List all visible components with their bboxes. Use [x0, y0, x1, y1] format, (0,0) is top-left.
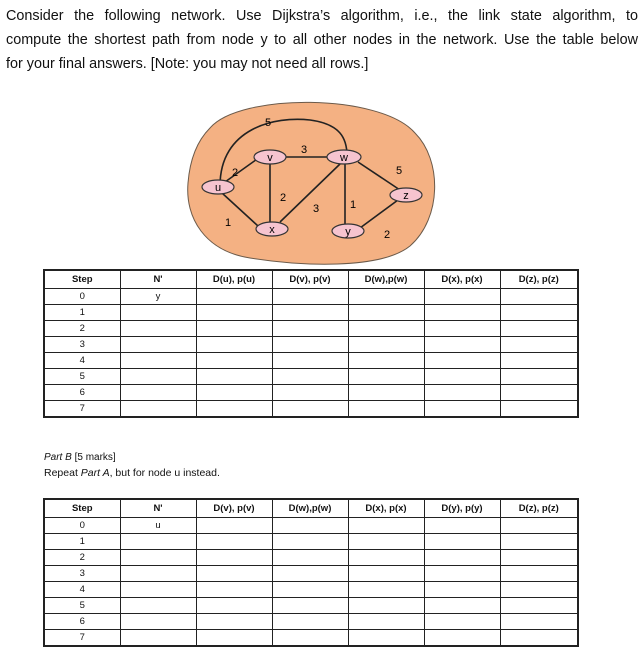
table-row: [44, 369, 578, 385]
table-row: [44, 337, 578, 353]
n-prime-cell: y: [120, 289, 196, 305]
table-row: [44, 630, 578, 647]
step-cell: 2: [44, 550, 120, 566]
n-prime-cell: [120, 550, 196, 566]
n-prime-cell: [120, 385, 196, 401]
n-prime-cell: [120, 566, 196, 582]
step-cell: 1: [44, 305, 120, 321]
table-row: [44, 353, 578, 369]
table-row: [44, 518, 578, 534]
step-cell: 6: [44, 614, 120, 630]
svg-text:y: y: [345, 226, 351, 238]
table-row: [44, 305, 578, 321]
header-dw: D(w),p(w): [348, 270, 424, 289]
svg-text:x: x: [269, 224, 275, 236]
header-dv: D(v), p(v): [272, 270, 348, 289]
node-z: [390, 188, 422, 202]
table-row: [44, 534, 578, 550]
intro-line-2: compute the shortest path from node y to all other nodes in the network. Use the table below: [6, 32, 638, 48]
weight-w-y: 1: [350, 199, 357, 211]
svg-text:v: v: [267, 152, 273, 164]
weight-w-z: 5: [396, 165, 403, 177]
table-row: [44, 614, 578, 630]
part-b-instructions: Repeat Part A, but for node u instead.: [44, 467, 220, 479]
svg-text:z: z: [403, 190, 409, 202]
svg-text:u: u: [214, 182, 222, 194]
header-step: Step: [44, 499, 120, 518]
table-row: [44, 321, 578, 337]
table-header-row: [44, 270, 578, 289]
problem-statement: [6, 4, 638, 76]
node-x: [256, 222, 288, 236]
dijkstra-table-y: [43, 269, 579, 418]
header-dy: D(y), p(y): [424, 499, 500, 518]
table-header-row: [44, 499, 578, 518]
table-row: [44, 582, 578, 598]
header-dz: D(z), p(z): [500, 270, 578, 289]
table-row: [44, 289, 578, 305]
n-prime-cell: [120, 337, 196, 353]
step-cell: 5: [44, 369, 120, 385]
dijkstra-table-u: [43, 498, 579, 647]
n-prime-cell: [120, 534, 196, 550]
table-row: [44, 385, 578, 401]
header-step: Step: [44, 270, 120, 289]
step-cell: 2: [44, 321, 120, 337]
n-prime-cell: [120, 614, 196, 630]
step-cell: 3: [44, 337, 120, 353]
table-row: [44, 401, 578, 418]
table-row: [44, 566, 578, 582]
header-n-prime: N': [120, 270, 196, 289]
weight-x-w: 3: [313, 203, 320, 215]
step-cell: 1: [44, 534, 120, 550]
node-w: [327, 150, 361, 164]
part-b-title: Part B [5 marks]: [44, 452, 116, 463]
step-cell: 3: [44, 566, 120, 582]
header-n-prime: N': [120, 499, 196, 518]
weight-u-x: 1: [225, 217, 232, 229]
step-cell: 6: [44, 385, 120, 401]
step-cell: 7: [44, 630, 120, 647]
n-prime-cell: [120, 369, 196, 385]
n-prime-cell: [120, 305, 196, 321]
step-cell: 7: [44, 401, 120, 418]
node-v: [254, 150, 286, 164]
header-dw: D(w),p(w): [272, 499, 348, 518]
weight-v-w: 3: [301, 144, 308, 156]
header-dv: D(v), p(v): [196, 499, 272, 518]
network-diagram: [180, 98, 440, 268]
intro-line-1: Consider the following network. Use Dijkstra’s algorithm, i.e., the link state algorithm, to: [6, 8, 638, 24]
header-dx: D(x), p(x): [424, 270, 500, 289]
header-dz: D(z), p(z): [500, 499, 578, 518]
table-row: [44, 550, 578, 566]
weight-v-x: 2: [280, 192, 287, 204]
weight-y-z: 2: [384, 229, 391, 241]
n-prime-cell: [120, 630, 196, 647]
svg-text:w: w: [340, 152, 348, 164]
step-cell: 0: [44, 518, 120, 534]
n-prime-cell: [120, 598, 196, 614]
intro-line-3: for your final answers. [Note: you may not need all rows.]: [6, 56, 369, 72]
header-du: D(u), p(u): [196, 270, 272, 289]
n-prime-cell: [120, 353, 196, 369]
table-row: [44, 598, 578, 614]
node-y: [332, 224, 364, 238]
step-cell: 5: [44, 598, 120, 614]
n-prime-cell: [120, 321, 196, 337]
header-dx: D(x), p(x): [348, 499, 424, 518]
step-cell: 4: [44, 353, 120, 369]
weight-u-w: 5: [265, 117, 272, 129]
weight-u-v: 2: [232, 167, 239, 179]
n-prime-cell: [120, 401, 196, 418]
n-prime-cell: u: [120, 518, 196, 534]
step-cell: 4: [44, 582, 120, 598]
step-cell: 0: [44, 289, 120, 305]
n-prime-cell: [120, 582, 196, 598]
node-u: [202, 180, 234, 194]
